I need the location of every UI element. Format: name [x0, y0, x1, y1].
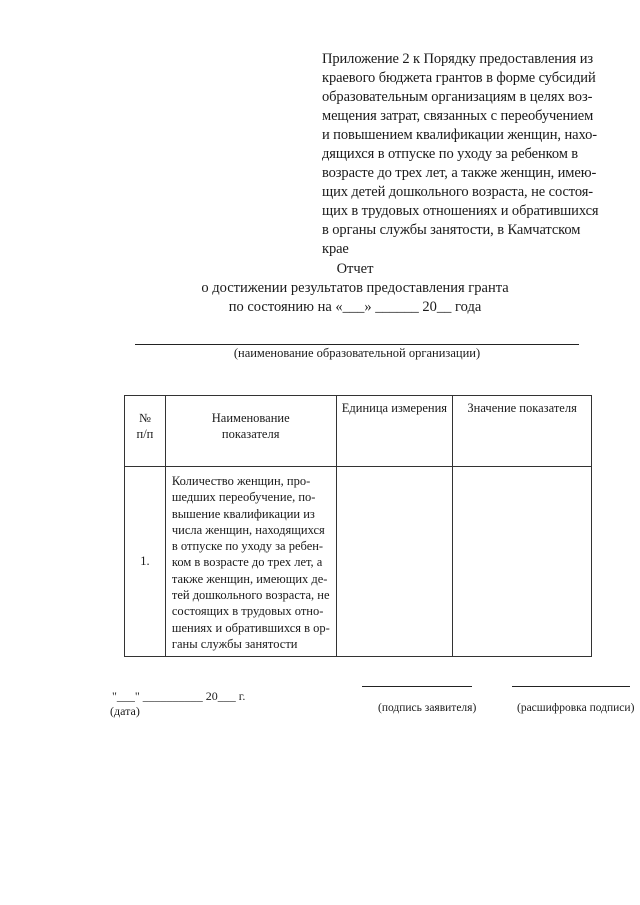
row-number: 1.	[125, 467, 166, 657]
appendix-line: краевого бюджета грантов в форме субсидий	[322, 70, 596, 86]
appendix-line: возрасте до трех лет, а также женщин, имею-	[322, 165, 597, 181]
header-indicator-name	[165, 396, 336, 467]
appendix-note	[322, 50, 614, 259]
header-number-symbol: №	[138, 411, 151, 425]
appendix-line: крае	[322, 241, 349, 257]
indicator-line: также женщин, имеющих де-	[171, 571, 328, 586]
applicant-signature-caption: (подпись заявителя)	[378, 702, 477, 714]
appendix-line: образовательным организациям в целях воз-	[322, 89, 593, 105]
appendix-line: дящихся в отпуске по уходу за ребенком в	[322, 146, 579, 162]
header-number-abbr: п/п	[136, 427, 154, 441]
organization-name-caption: (наименование образовательной организации)	[233, 346, 481, 360]
indicator-line: состоящих в трудовых отно-	[171, 604, 324, 619]
report-title	[0, 260, 640, 317]
indicator-line: тей дошкольного возраста, не	[171, 588, 330, 603]
date-caption: (дата)	[110, 704, 140, 718]
appendix-line: Приложение 2 к Порядку предоставления из	[322, 51, 593, 67]
header-number	[125, 396, 166, 467]
indicator-line: вышение квалификации из	[171, 506, 315, 521]
appendix-line: щих детей дошкольного возраста, не состоя-	[322, 184, 594, 200]
applicant-signature-field[interactable]	[362, 686, 472, 687]
appendix-line: щих в трудовых отношениях и обратившихся	[322, 203, 599, 219]
table-row	[125, 467, 592, 657]
row-unit-cell[interactable]	[336, 467, 453, 657]
header-unit: Единица измерения	[336, 396, 453, 467]
indicator-line: числа женщин, находящихся	[171, 522, 325, 537]
indicator-line: шедших переобучение, по-	[171, 490, 316, 505]
row-indicator-name	[165, 467, 336, 657]
report-title-date: по состоянию на «___» ______ 20__ года	[228, 299, 482, 315]
header-value: Значение показателя	[453, 396, 592, 467]
report-title-subject: о достижении результатов предоставления гранта	[201, 280, 509, 296]
row-value-cell[interactable]	[453, 467, 592, 657]
indicator-line: ганы службы занятости	[171, 636, 298, 651]
signature-decode-field[interactable]	[512, 686, 630, 687]
report-title-heading: Отчет	[336, 261, 374, 277]
appendix-line: в органы службы занятости, в Камчатском	[322, 222, 581, 238]
indicator-line: шениях и обратившихся в ор-	[171, 620, 330, 635]
appendix-line: мещения затрат, связанных с переобучением	[322, 108, 594, 124]
indicator-line: ком в возрасте до трех лет, а	[171, 555, 323, 570]
header-indicator-name-line1: Наименование	[211, 411, 290, 425]
indicator-line: в отпуске по уходу за ребен-	[171, 539, 324, 554]
appendix-line: и повышением квалификации женщин, нахо-	[322, 127, 597, 143]
signature-decode-caption: (расшифровка подписи)	[517, 702, 635, 714]
header-indicator-name-line2: показателя	[221, 427, 280, 441]
report-table	[124, 395, 592, 657]
date-field[interactable]: "___" __________ 20___ г.	[112, 689, 246, 703]
indicator-line: Количество женщин, про-	[171, 474, 311, 488]
organization-name-field[interactable]	[135, 344, 579, 345]
table-header-row	[125, 396, 592, 467]
